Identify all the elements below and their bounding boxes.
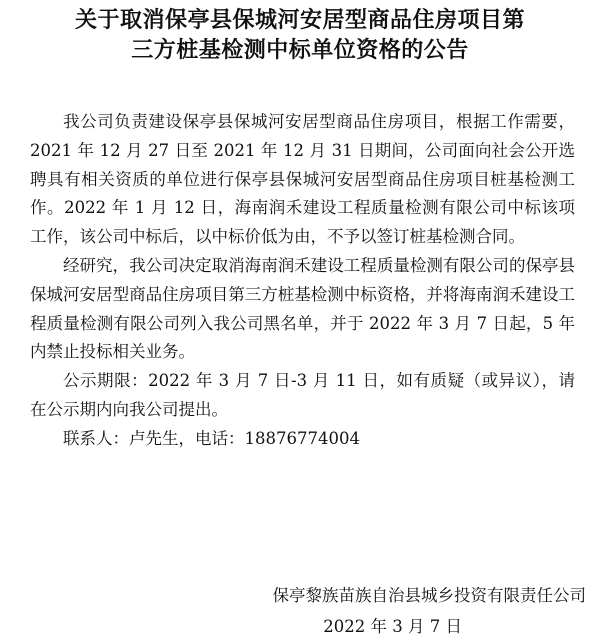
notice-body bbox=[30, 108, 575, 454]
paragraph-decision: 经研究，我公司决定取消海南润禾建设工程质量检测有限公司的保亭县保城河安居型商品住房项目第三方桩基检测中标资格，并将海南润禾建设工程质量检测有限公司列入我公司黑名单，并于 2022 年 3 月 7 日起，5 年内禁止投标相关业务。 bbox=[30, 255, 575, 362]
notice-title bbox=[0, 6, 600, 66]
paragraph-public-period: 公示期限：2022 年 3 月 7 日-3 月 11 日，如有质疑（或异议），请在公示期内向我公司提出。 bbox=[30, 371, 575, 419]
issue-date: 2022 年 3 月 7 日 bbox=[323, 617, 462, 636]
paragraph-background: 我公司负责建设保亭县保城河安居型商品住房项目，根据工作需要，2021 年 12 月 27 日至 2021 年 12 月 31 日期间，公司面向社会公开选聘具有相关资质的单位进行保亭县保城河安居型商品住房项目桩基检测工作。2022 年 1 月 12 日，海南润禾建设工程质量检测有限公司中标该项工作，该公司中标后，以中标价低为由，不予以签订桩基检测合同。 bbox=[30, 112, 575, 247]
issuer-signature: 保亭黎族苗族自治县城乡投资有限责任公司 bbox=[272, 586, 586, 605]
paragraph-contact: 联系人：卢先生，电话：18876774004 bbox=[63, 428, 360, 448]
title-line-1: 关于取消保亭县保城河安居型商品住房项目第 bbox=[74, 8, 525, 33]
title-line-2: 三方桩基检测中标单位资格的公告 bbox=[131, 38, 469, 63]
